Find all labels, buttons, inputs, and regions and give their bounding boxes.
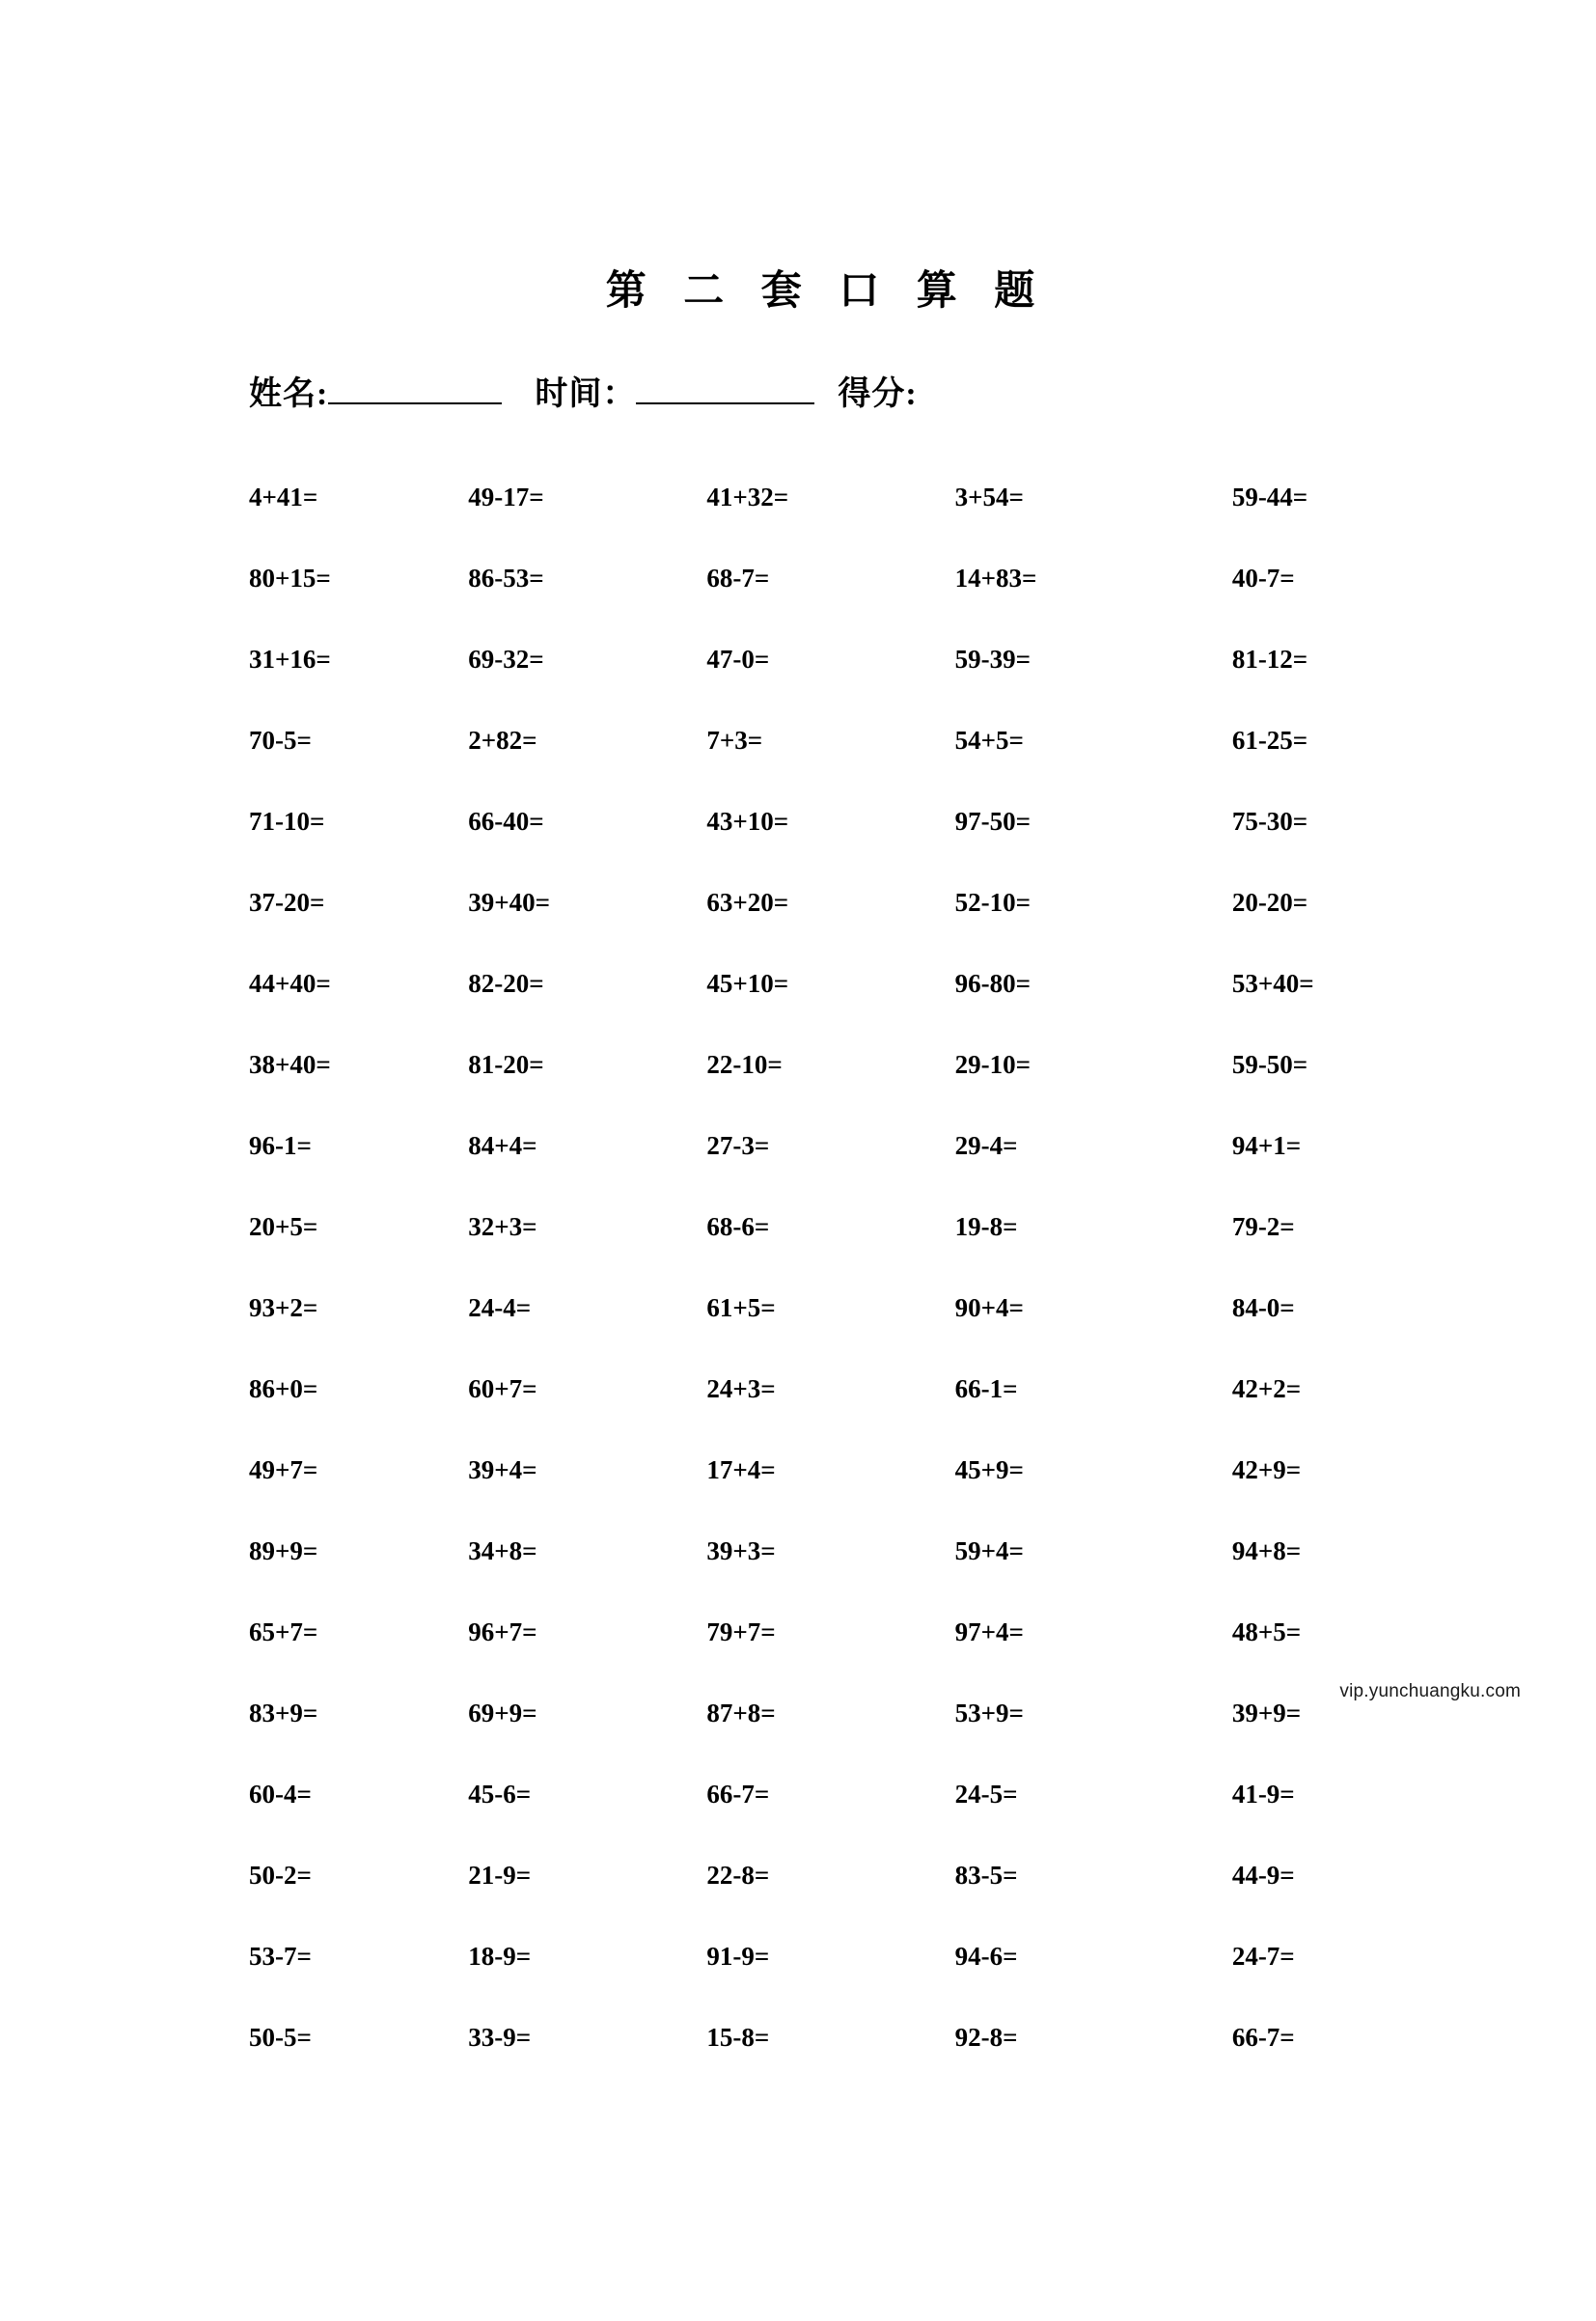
problem-item: 43+10=: [706, 806, 789, 836]
problem-row: [232, 1267, 1403, 1348]
problem-item: 60+7=: [468, 1373, 537, 1403]
problem-row: [232, 1672, 1403, 1754]
problem-item: 39+4=: [468, 1454, 537, 1484]
problem-item: 18-9=: [468, 1941, 532, 1971]
problem-item: 49-17=: [468, 482, 544, 511]
score-label: 得分:: [838, 376, 918, 412]
time-input-blank[interactable]: [636, 373, 814, 404]
problem-item: 59-44=: [1231, 482, 1308, 511]
problem-item: 84+4=: [468, 1130, 537, 1160]
problem-item: 44-9=: [1231, 1860, 1295, 1890]
problem-item: 2+82=: [468, 725, 537, 755]
problem-item: 75-30=: [1231, 806, 1308, 836]
problem-item: 66-40=: [468, 806, 544, 836]
problem-item: 49+7=: [249, 1454, 318, 1484]
problem-row: [232, 862, 1403, 943]
student-info-row: [0, 367, 1596, 414]
problem-item: 24-4=: [468, 1292, 532, 1322]
problem-item: 17+4=: [706, 1454, 776, 1484]
problem-item: 44+40=: [249, 968, 331, 998]
problem-item: 52-10=: [954, 887, 1031, 917]
problem-item: 84-0=: [1231, 1292, 1295, 1322]
problem-row: [232, 1835, 1403, 1916]
problem-item: 70-5=: [249, 725, 312, 755]
problem-item: 59-39=: [954, 644, 1031, 674]
problem-item: 66-1=: [954, 1373, 1018, 1403]
problem-item: 69+9=: [468, 1698, 537, 1727]
problem-item: 94+8=: [1231, 1535, 1302, 1565]
problem-item: 40-7=: [1231, 563, 1295, 593]
problem-item: 45+9=: [954, 1454, 1024, 1484]
problem-item: 50-2=: [249, 1860, 312, 1890]
problem-item: 94-6=: [954, 1941, 1018, 1971]
problem-item: 81-20=: [468, 1049, 544, 1079]
problem-item: 29-10=: [954, 1049, 1031, 1079]
problem-item: 61-25=: [1231, 725, 1308, 755]
problem-item: 94+1=: [1231, 1130, 1302, 1160]
problem-item: 60-4=: [249, 1779, 312, 1809]
problem-item: 37-20=: [249, 887, 325, 917]
problem-item: 96-80=: [954, 968, 1031, 998]
problem-row: [232, 943, 1403, 1024]
problem-item: 41-9=: [1231, 1779, 1295, 1809]
problem-row: [232, 1429, 1403, 1510]
problem-item: 69-32=: [468, 644, 544, 674]
problem-item: 83+9=: [249, 1698, 318, 1727]
problem-item: 81-12=: [1231, 644, 1308, 674]
problem-row: [232, 1510, 1403, 1591]
problem-item: 45+10=: [706, 968, 789, 998]
problem-item: 66-7=: [1231, 2022, 1295, 2052]
problem-item: 86+0=: [249, 1373, 318, 1403]
problem-item: 97-50=: [954, 806, 1031, 836]
problem-row: [232, 538, 1403, 619]
problem-item: 32+3=: [468, 1211, 537, 1241]
problem-item: 66-7=: [706, 1779, 770, 1809]
problem-item: 3+54=: [954, 482, 1024, 511]
problem-item: 39+40=: [468, 887, 550, 917]
problem-item: 47-0=: [706, 644, 770, 674]
problem-item: 42+9=: [1231, 1454, 1302, 1484]
problem-row: [232, 1754, 1403, 1835]
problem-item: 61+5=: [706, 1292, 776, 1322]
problem-item: 83-5=: [954, 1860, 1018, 1890]
problem-item: 24-7=: [1231, 1941, 1295, 1971]
problem-item: 34+8=: [468, 1535, 537, 1565]
problem-item: 42+2=: [1231, 1373, 1302, 1403]
problem-row: [232, 619, 1403, 700]
problem-item: 39+9=: [1231, 1698, 1302, 1727]
problem-row: [232, 1024, 1403, 1105]
problem-item: 92-8=: [954, 2022, 1018, 2052]
problem-item: 90+4=: [954, 1292, 1024, 1322]
problem-item: 91-9=: [706, 1941, 770, 1971]
problem-row: [232, 1105, 1403, 1186]
problem-item: 39+3=: [706, 1535, 776, 1565]
name-label: 姓名:: [249, 376, 329, 412]
problem-item: 33-9=: [468, 2022, 532, 2052]
problem-item: 22-8=: [706, 1860, 770, 1890]
problem-item: 68-6=: [706, 1211, 770, 1241]
problem-item: 87+8=: [706, 1698, 776, 1727]
problem-item: 53-7=: [249, 1941, 312, 1971]
problem-item: 14+83=: [954, 563, 1037, 593]
problem-item: 53+40=: [1231, 968, 1314, 998]
problem-item: 82-20=: [468, 968, 544, 998]
problem-item: 45-6=: [468, 1779, 532, 1809]
problem-item: 63+20=: [706, 887, 789, 917]
problem-item: 53+9=: [954, 1698, 1024, 1727]
problem-row: [232, 781, 1403, 862]
page-title: 第 二 套 口 算 题: [605, 269, 1049, 314]
problem-item: 50-5=: [249, 2022, 312, 2052]
problem-item: 79-2=: [1231, 1211, 1295, 1241]
problem-item: 48+5=: [1231, 1616, 1302, 1646]
problem-item: 65+7=: [249, 1616, 318, 1646]
problem-item: 24+3=: [706, 1373, 776, 1403]
problem-item: 4+41=: [249, 482, 318, 511]
problem-row: [232, 1916, 1403, 1997]
problem-item: 54+5=: [954, 725, 1024, 755]
problem-grid: [0, 456, 1596, 2078]
problem-row: [232, 1348, 1403, 1429]
problem-row: [232, 456, 1403, 538]
problem-item: 20+5=: [249, 1211, 318, 1241]
problem-item: 29-4=: [954, 1130, 1018, 1160]
problem-item: 96-1=: [249, 1130, 312, 1160]
problem-item: 24-5=: [954, 1779, 1018, 1809]
problem-item: 19-8=: [954, 1211, 1018, 1241]
problem-row: [232, 1186, 1403, 1267]
problem-item: 27-3=: [706, 1130, 770, 1160]
problem-item: 97+4=: [954, 1616, 1024, 1646]
problem-item: 22-10=: [706, 1049, 783, 1079]
problem-row: [232, 1997, 1403, 2078]
problem-item: 21-9=: [468, 1860, 532, 1890]
problem-item: 79+7=: [706, 1616, 776, 1646]
problem-item: 59+4=: [954, 1535, 1024, 1565]
problem-row: [232, 1591, 1403, 1672]
problem-item: 89+9=: [249, 1535, 318, 1565]
problem-item: 59-50=: [1231, 1049, 1308, 1079]
problem-item: 71-10=: [249, 806, 325, 836]
problem-item: 80+15=: [249, 563, 331, 593]
problem-item: 20-20=: [1231, 887, 1308, 917]
problem-item: 96+7=: [468, 1616, 537, 1646]
time-label: 时间：: [535, 376, 637, 412]
name-input-blank[interactable]: [328, 373, 502, 404]
problem-item: 86-53=: [468, 563, 544, 593]
watermark-text: vip.yunchuangku.com: [1339, 1681, 1521, 1701]
problem-item: 68-7=: [706, 563, 770, 593]
problem-item: 15-8=: [706, 2022, 770, 2052]
problem-item: 31+16=: [249, 644, 331, 674]
problem-item: 41+32=: [706, 482, 789, 511]
problem-item: 93+2=: [249, 1292, 318, 1322]
problem-item: 38+40=: [249, 1049, 331, 1079]
problem-item: 7+3=: [706, 725, 763, 755]
problem-row: [232, 700, 1403, 781]
